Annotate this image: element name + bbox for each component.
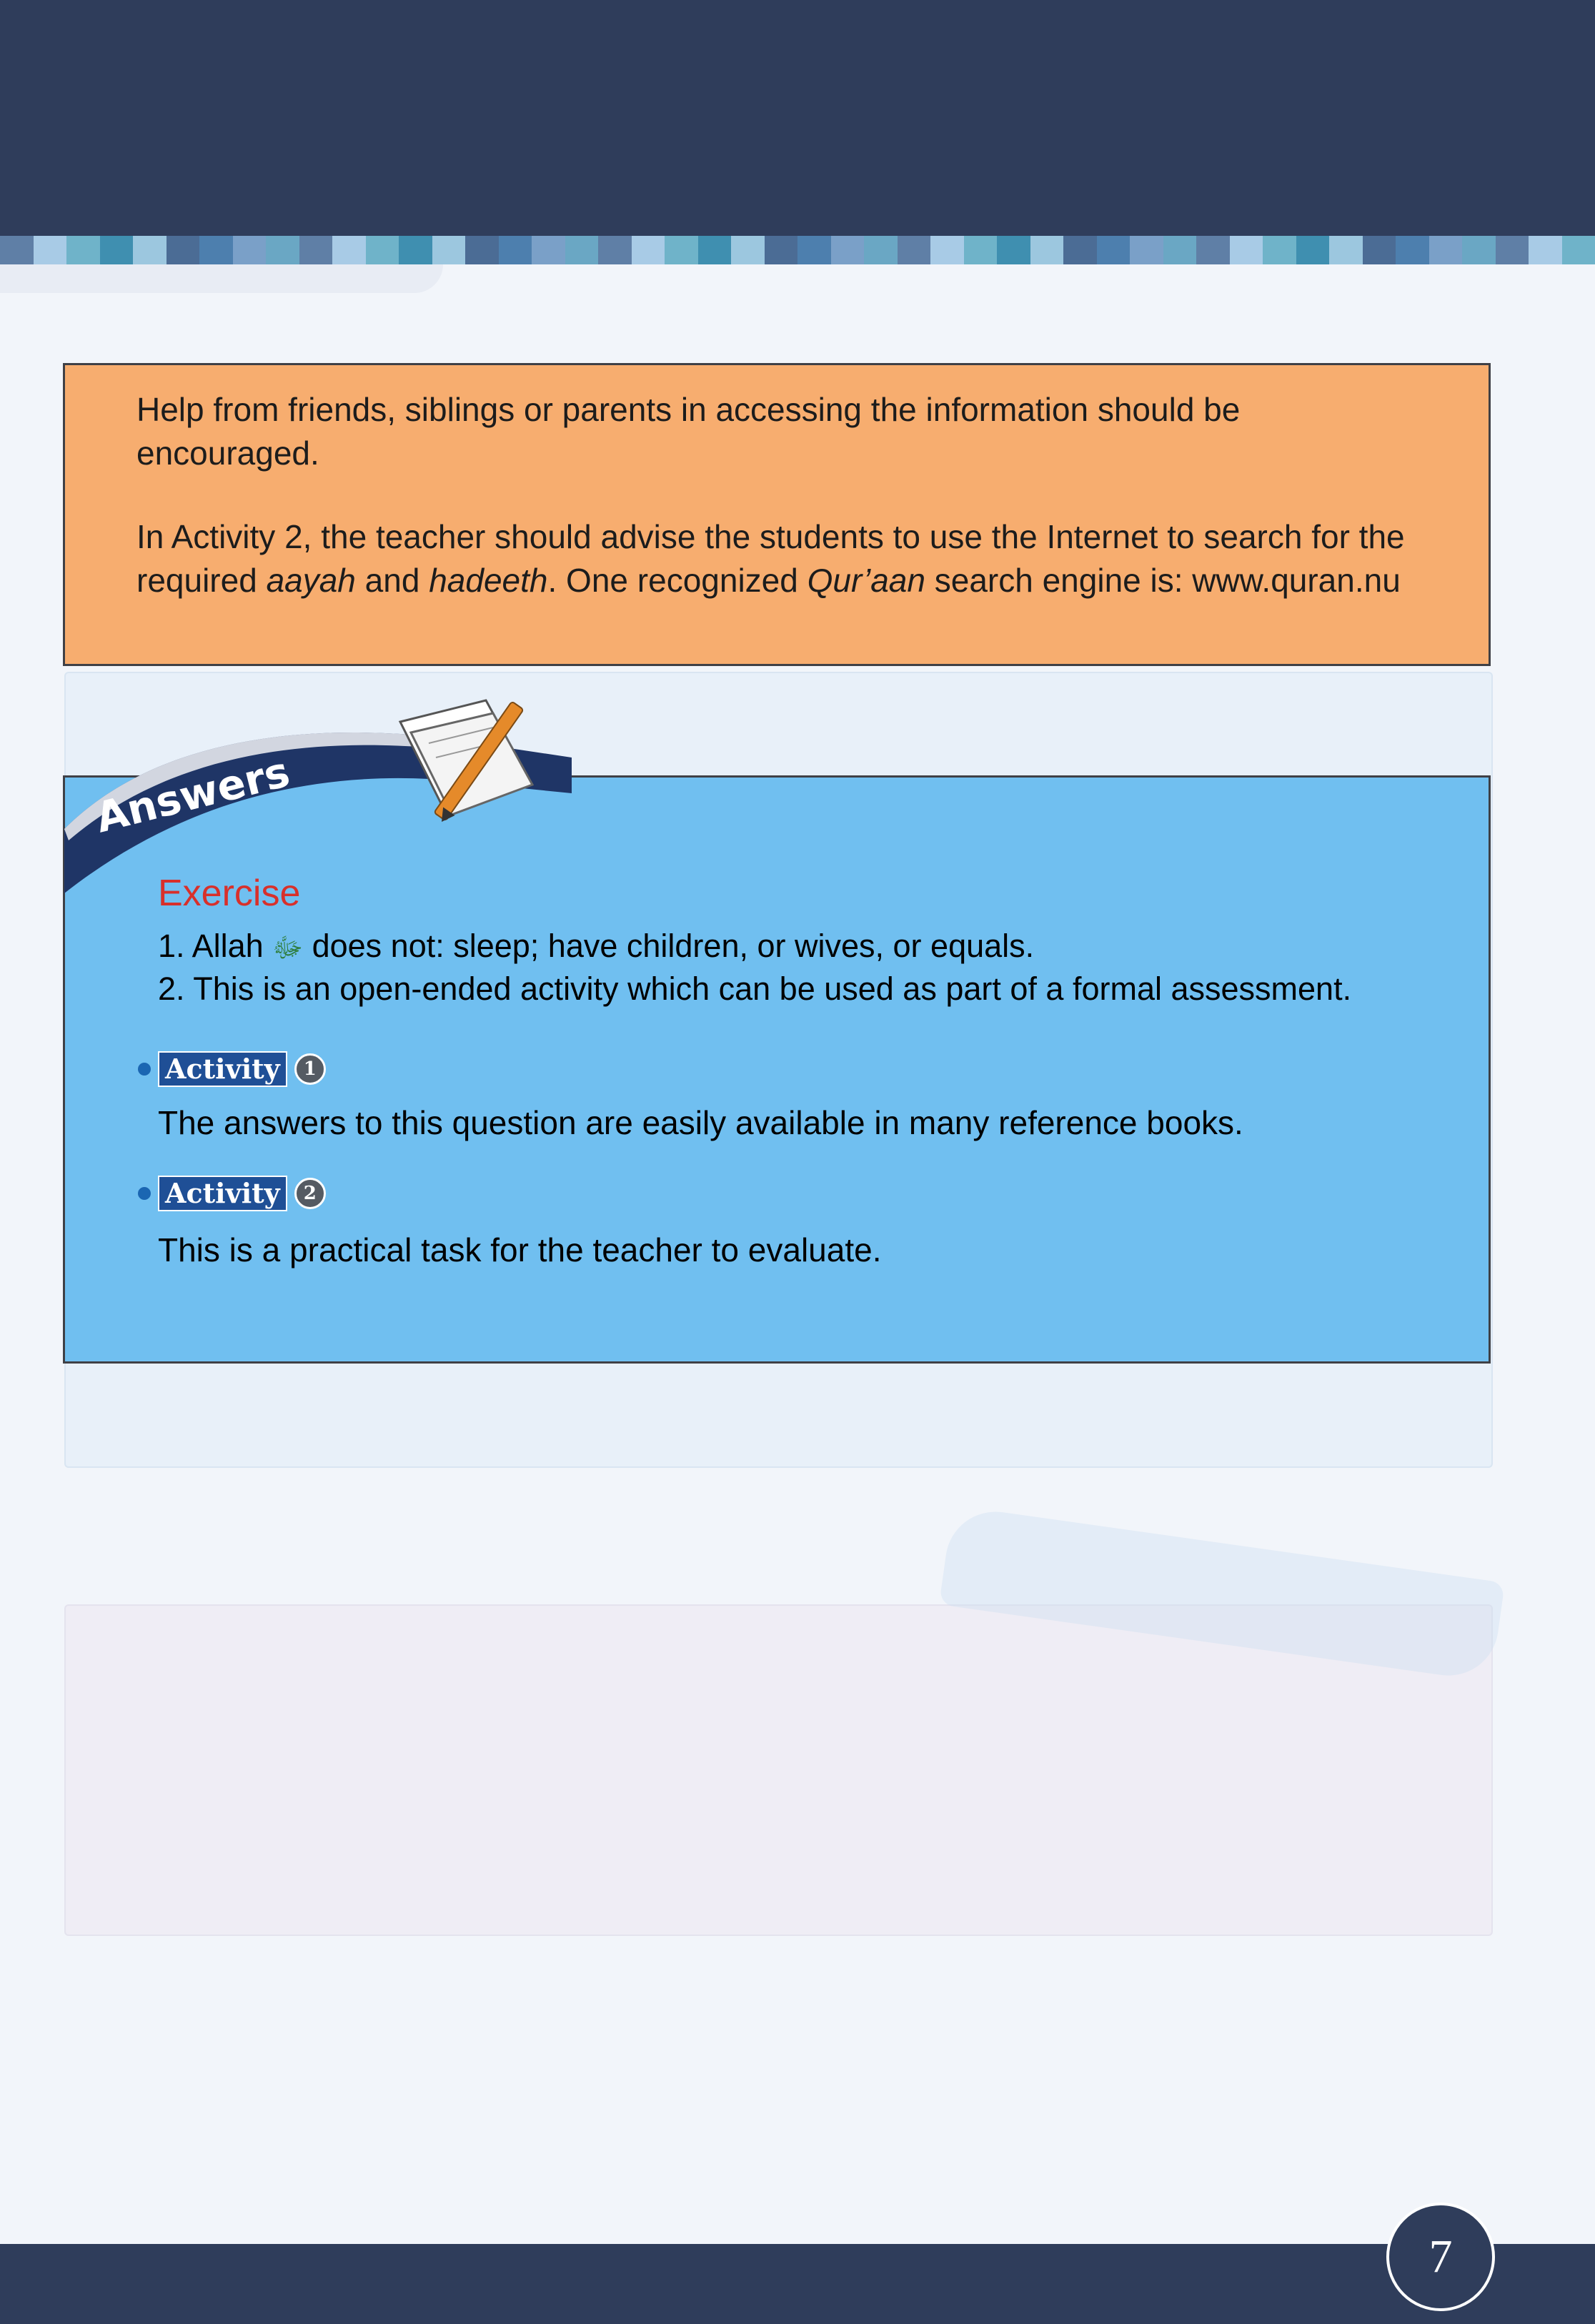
- tile: [465, 236, 499, 264]
- tile: [332, 236, 366, 264]
- tile: [199, 236, 233, 264]
- tile: [532, 236, 565, 264]
- exercise-item-1: [158, 926, 1034, 968]
- activity-2-answer: This is a practical task for the teacher to evaluate.: [158, 1231, 882, 1268]
- tile: [499, 236, 532, 264]
- activity-dot-icon: [138, 1187, 151, 1200]
- bleed-through-box: [64, 1604, 1493, 1936]
- item-number: 1.: [158, 928, 185, 964]
- activity-number-badge: 2: [294, 1178, 326, 1209]
- tile: [565, 236, 599, 264]
- page-number: 7: [1386, 2203, 1495, 2311]
- activity-number-badge: 1: [294, 1053, 326, 1085]
- tile: [399, 236, 432, 264]
- note-text: and: [355, 562, 429, 599]
- tile: [665, 236, 698, 264]
- tile: [1230, 236, 1263, 264]
- exercise-item-2: [158, 969, 1351, 1009]
- item-number: 2.: [158, 970, 185, 1007]
- note-term-quraan: Qur’aan: [807, 562, 925, 599]
- search-engine-url: www.quran.nu: [1192, 562, 1401, 599]
- tile: [765, 236, 798, 264]
- tile: [1063, 236, 1097, 264]
- note-term-hadeeth: hadeeth: [429, 562, 548, 599]
- note-text: In Activity 2, the teacher should advise the students to use the Internet to search for the required: [136, 518, 1405, 599]
- tile: [34, 236, 67, 264]
- activity-label-1: [138, 1051, 326, 1087]
- tile: [133, 236, 167, 264]
- tile: [233, 236, 267, 264]
- tile: [100, 236, 134, 264]
- tile: [598, 236, 632, 264]
- tile: [66, 236, 100, 264]
- tile: [798, 236, 831, 264]
- note-text: . One recognized: [547, 562, 808, 599]
- tile: [1363, 236, 1396, 264]
- tile: [1529, 236, 1562, 264]
- tile: [0, 236, 34, 264]
- activity-tag: Activity: [158, 1051, 287, 1087]
- activity-tag: Activity: [158, 1176, 287, 1211]
- tile: [864, 236, 898, 264]
- note-paragraph-2: [136, 515, 1420, 602]
- tile: [1496, 236, 1529, 264]
- tile: [266, 236, 299, 264]
- tile: [1263, 236, 1296, 264]
- activity-1-answer: The answers to this question are easily available in many reference books.: [158, 1104, 1243, 1141]
- pencil-notes-icon: [386, 693, 550, 836]
- tile: [831, 236, 865, 264]
- tile: [1462, 236, 1496, 264]
- faint-header-tab: [0, 264, 443, 293]
- tile: [731, 236, 765, 264]
- tile: [1396, 236, 1429, 264]
- footer-band: [0, 2244, 1595, 2324]
- tile: [299, 236, 333, 264]
- tile: [1329, 236, 1363, 264]
- note-term-aayah: aayah: [266, 562, 356, 599]
- item-text: Allah: [192, 928, 264, 964]
- activity-label-2: [138, 1176, 326, 1211]
- tile: [1196, 236, 1230, 264]
- tile: [930, 236, 964, 264]
- note-paragraph-1: Help from friends, siblings or parents in accessing the information should be encouraged.: [136, 391, 1241, 472]
- tile: [432, 236, 466, 264]
- tile: [1030, 236, 1064, 264]
- decorative-tile-strip: [0, 236, 1595, 264]
- tile: [964, 236, 998, 264]
- tile: [1130, 236, 1163, 264]
- tile: [1296, 236, 1330, 264]
- tile: [167, 236, 200, 264]
- tile: [632, 236, 665, 264]
- tile: [997, 236, 1030, 264]
- header-band: [0, 0, 1595, 236]
- tile: [898, 236, 931, 264]
- honorific-glyph: ﷻ: [272, 932, 304, 963]
- note-text: search engine is:: [925, 562, 1193, 599]
- tile: [1163, 236, 1197, 264]
- exercise-heading: Exercise: [158, 873, 301, 914]
- item-text: This is an open-ended activity which can be used as part of a formal assessment.: [193, 970, 1352, 1007]
- tile: [1097, 236, 1131, 264]
- activity-dot-icon: [138, 1063, 151, 1076]
- teacher-note-box: [63, 363, 1491, 666]
- tile: [1562, 236, 1595, 264]
- tile: [698, 236, 732, 264]
- banner-label: Answers: [90, 747, 294, 843]
- item-text: does not: sleep; have children, or wives, or equals.: [312, 928, 1035, 964]
- tile: [366, 236, 399, 264]
- tile: [1429, 236, 1463, 264]
